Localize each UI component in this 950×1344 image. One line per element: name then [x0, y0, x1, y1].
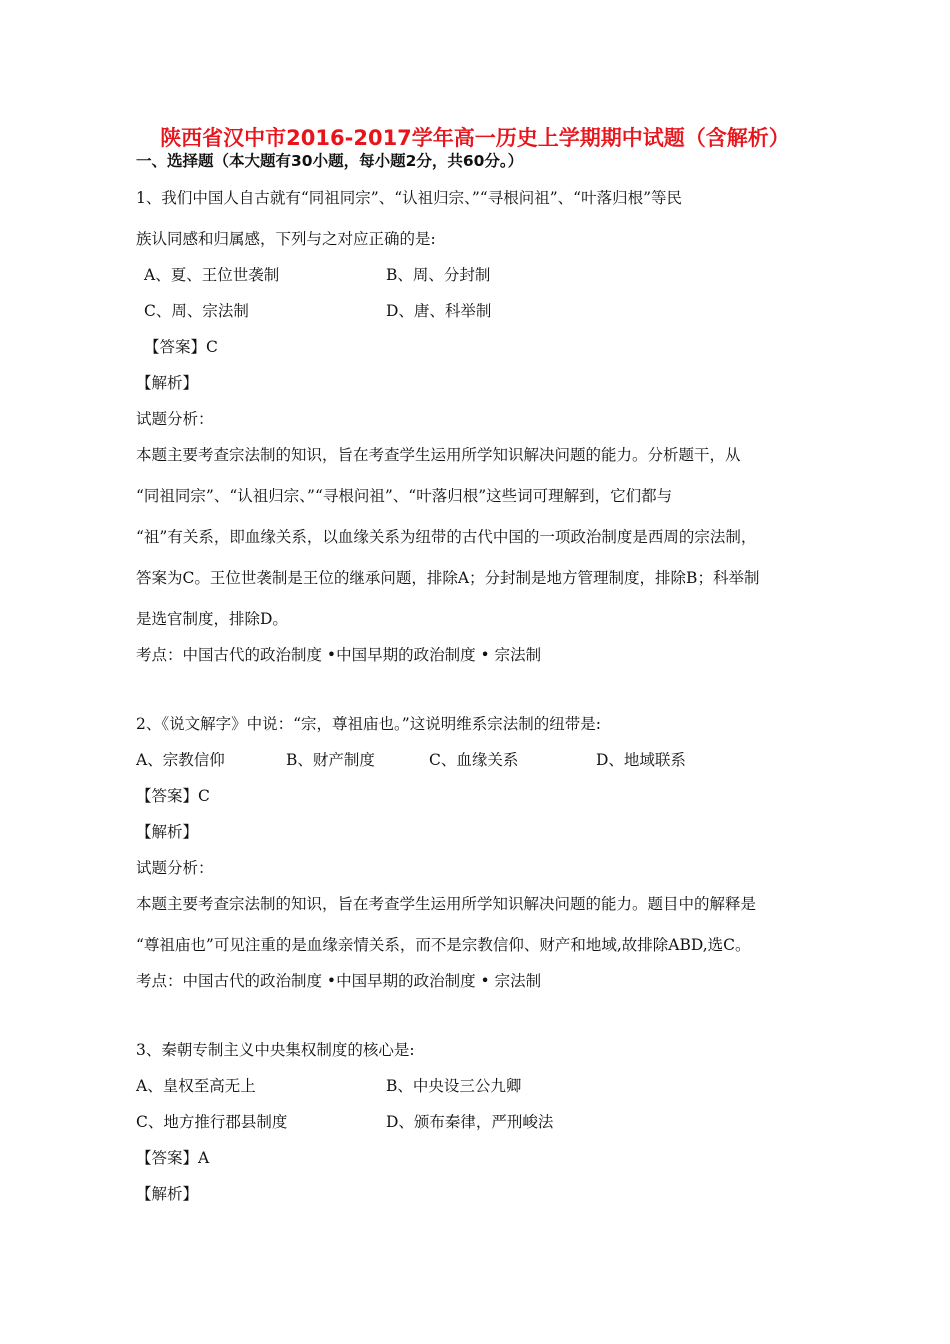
q1-option-a: A、夏、王位世袭制 — [144, 266, 280, 284]
q2-option-b: B、财产制度 — [286, 751, 375, 769]
q1-answer: 【答案】C — [144, 338, 218, 356]
q1-analysis-line-4: 答案为C。王位世袭制是王位的继承问题，排除A；分封制是地方管理制度，排除B；科举制 — [136, 569, 760, 587]
q3-option-a: A、皇权至高无上 — [136, 1077, 256, 1095]
q1-analysis-line-5: 是选官制度，排除D。 — [136, 610, 288, 628]
q3-option-b: B、中央设三公九卿 — [386, 1077, 522, 1095]
q2-analysis-line-1: 本题主要考查宗法制的知识，旨在考查学生运用所学知识解决问题的能力。题目中的解释是 — [136, 895, 757, 913]
q3-option-d: D、颁布秦律，严刑峻法 — [386, 1113, 554, 1131]
q1-option-b: B、周、分封制 — [386, 266, 491, 284]
q2-option-a: A、宗教信仰 — [136, 751, 225, 769]
q1-analysis-line-1: 本题主要考查宗法制的知识，旨在考查学生运用所学知识解决问题的能力。分析题干，从 — [136, 446, 741, 464]
section-heading: 一、选择题（本大题有30小题，每小题2分，共60分。） — [136, 152, 524, 170]
q1-stem-line-1: 1、我们中国人自古就有“同祖同宗”、“认祖归宗、”“寻根问祖”、“叶落归根”等民 — [136, 189, 683, 207]
q1-analysis-line-2: “同祖同宗”、“认祖归宗、”“寻根问祖”、“叶落归根”这些词可理解到，它们都与 — [136, 487, 673, 505]
document-title: 陕西省汉中市2016-2017学年高一历史上学期期中试题（含解析） — [160, 126, 790, 150]
q1-analysis-sub: 试题分析： — [136, 410, 214, 428]
q3-stem-line-1: 3、秦朝专制主义中央集权制度的核心是: — [136, 1041, 415, 1059]
q2-analysis-sub: 试题分析： — [136, 859, 214, 877]
q1-option-c: C、周、宗法制 — [144, 302, 249, 320]
q1-kaodian: 考点：中国古代的政治制度 •中国早期的政治制度 • 宗法制 — [136, 646, 542, 664]
q2-stem-line-1: 2、《说文解字》中说：“宗，尊祖庙也。”这说明维系宗法制的纽带是: — [136, 715, 601, 733]
q3-answer: 【答案】A — [136, 1149, 210, 1167]
q2-analysis-line-2: “尊祖庙也”可见注重的是血缘亲情关系，而不是宗教信仰、财产和地域,故排除ABD,选C。 — [136, 936, 751, 954]
q2-option-c: C、血缘关系 — [429, 751, 519, 769]
q3-analysis-label: 【解析】 — [136, 1185, 199, 1203]
q2-analysis-label: 【解析】 — [136, 823, 199, 841]
q1-analysis-label: 【解析】 — [136, 374, 199, 392]
q3-option-c: C、地方推行郡县制度 — [136, 1113, 288, 1131]
q2-kaodian: 考点：中国古代的政治制度 •中国早期的政治制度 • 宗法制 — [136, 972, 542, 990]
q2-option-d: D、地域联系 — [596, 751, 686, 769]
q1-stem-line-2: 族认同感和归属感，下列与之对应正确的是: — [136, 230, 436, 248]
q2-answer: 【答案】C — [136, 787, 210, 805]
q1-option-d: D、唐、科举制 — [386, 302, 492, 320]
q1-analysis-line-3: “祖”有关系，即血缘关系，以血缘关系为纽带的古代中国的一项政治制度是西周的宗法制， — [136, 528, 757, 546]
